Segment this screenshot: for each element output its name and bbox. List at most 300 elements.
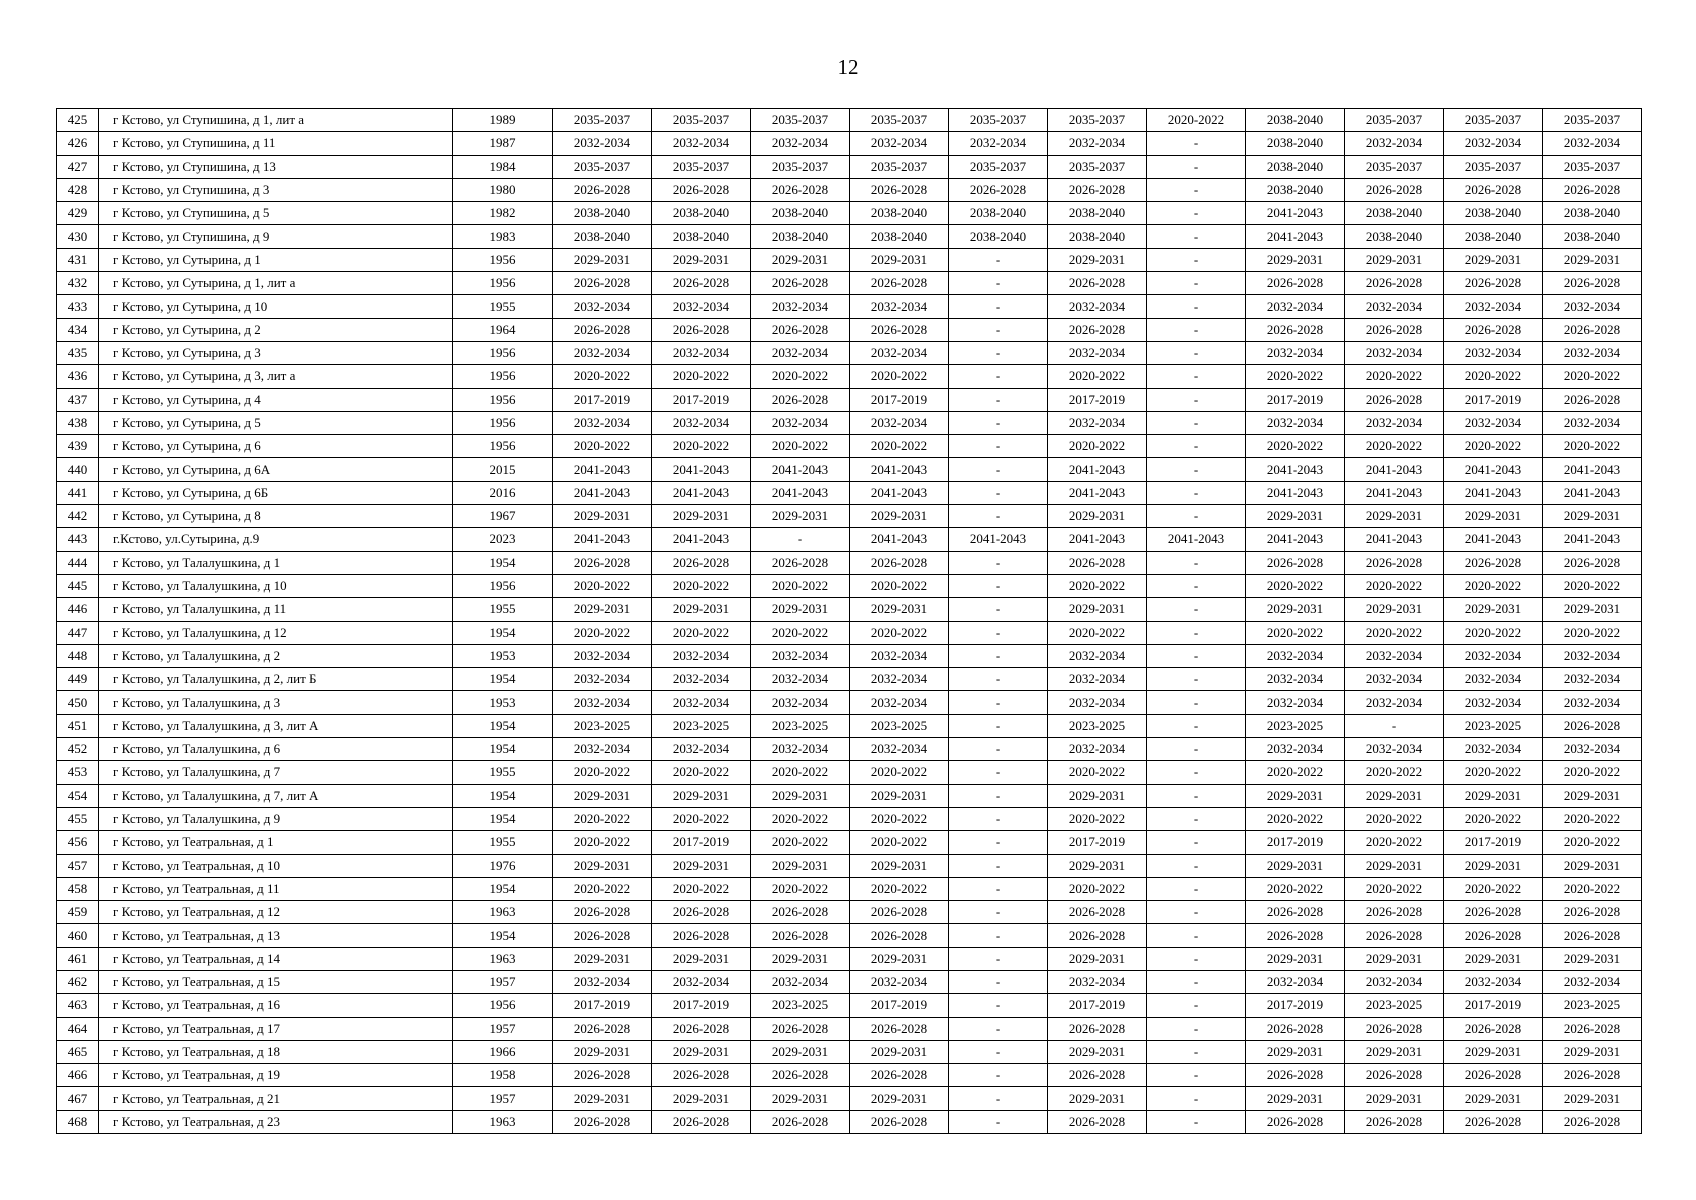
period-cell: 2029-2031 xyxy=(850,947,949,970)
period-cell: 2032-2034 xyxy=(1543,295,1642,318)
period-cell: 2017-2019 xyxy=(1444,388,1543,411)
period-cell: 2032-2034 xyxy=(751,738,850,761)
period-cell: 2026-2028 xyxy=(1345,1064,1444,1087)
year-cell: 1957 xyxy=(453,1017,553,1040)
period-cell: - xyxy=(1147,178,1246,201)
period-cell: 2029-2031 xyxy=(553,248,652,271)
period-cell: 2038-2040 xyxy=(1246,178,1345,201)
period-cell: 2020-2022 xyxy=(652,761,751,784)
period-cell: 2026-2028 xyxy=(751,924,850,947)
period-cell: 2023-2025 xyxy=(751,994,850,1017)
period-cell: 2032-2034 xyxy=(1246,295,1345,318)
period-cell: - xyxy=(949,505,1048,528)
period-cell: - xyxy=(1147,854,1246,877)
period-cell: - xyxy=(1147,714,1246,737)
period-cell: 2029-2031 xyxy=(1345,1087,1444,1110)
address-cell: г Кстово, ул Талалушкина, д 2 xyxy=(99,644,453,667)
period-cell: 2032-2034 xyxy=(1444,691,1543,714)
period-cell: - xyxy=(949,970,1048,993)
period-cell: 2020-2022 xyxy=(1444,761,1543,784)
period-cell: - xyxy=(1147,970,1246,993)
row-number-cell: 466 xyxy=(57,1064,99,1087)
table-row xyxy=(57,947,1642,970)
period-cell: 2026-2028 xyxy=(1345,1017,1444,1040)
period-cell: 2020-2022 xyxy=(1345,365,1444,388)
period-cell: - xyxy=(949,947,1048,970)
period-cell: 2041-2043 xyxy=(1246,458,1345,481)
period-cell: 2026-2028 xyxy=(1246,924,1345,947)
period-cell: 2026-2028 xyxy=(1246,1064,1345,1087)
period-cell: - xyxy=(1345,714,1444,737)
period-cell: 2020-2022 xyxy=(1345,831,1444,854)
period-cell: - xyxy=(1147,132,1246,155)
year-cell: 1967 xyxy=(453,505,553,528)
period-cell: 2029-2031 xyxy=(1246,1040,1345,1063)
period-cell: 2026-2028 xyxy=(850,551,949,574)
period-cell: - xyxy=(949,341,1048,364)
period-cell: - xyxy=(1147,295,1246,318)
year-cell: 1956 xyxy=(453,388,553,411)
period-cell: 2026-2028 xyxy=(850,924,949,947)
period-cell: 2029-2031 xyxy=(751,598,850,621)
period-cell: 2029-2031 xyxy=(751,1087,850,1110)
period-cell: 2017-2019 xyxy=(652,388,751,411)
period-cell: 2032-2034 xyxy=(850,970,949,993)
period-cell: 2038-2040 xyxy=(949,225,1048,248)
period-cell: 2020-2022 xyxy=(850,574,949,597)
period-cell: 2029-2031 xyxy=(652,854,751,877)
period-cell: 2026-2028 xyxy=(850,318,949,341)
period-cell: - xyxy=(949,714,1048,737)
year-cell: 1964 xyxy=(453,318,553,341)
period-cell: 2029-2031 xyxy=(850,598,949,621)
period-cell: 2026-2028 xyxy=(1543,388,1642,411)
row-number-cell: 448 xyxy=(57,644,99,667)
period-cell: 2026-2028 xyxy=(1246,551,1345,574)
period-cell: 2041-2043 xyxy=(850,481,949,504)
period-cell: 2017-2019 xyxy=(652,994,751,1017)
year-cell: 1983 xyxy=(453,225,553,248)
period-cell: 2038-2040 xyxy=(1543,225,1642,248)
row-number-cell: 445 xyxy=(57,574,99,597)
period-cell: 2026-2028 xyxy=(1048,318,1147,341)
period-cell: 2020-2022 xyxy=(553,621,652,644)
period-cell: - xyxy=(1147,598,1246,621)
period-cell: 2032-2034 xyxy=(652,738,751,761)
table-row xyxy=(57,388,1642,411)
period-cell: - xyxy=(1147,947,1246,970)
period-cell: - xyxy=(949,481,1048,504)
address-cell: г Кстово, ул Талалушкина, д 1 xyxy=(99,551,453,574)
period-cell: 2032-2034 xyxy=(850,644,949,667)
year-cell: 2023 xyxy=(453,528,553,551)
period-cell: 2029-2031 xyxy=(1246,784,1345,807)
period-cell: 2020-2022 xyxy=(1246,574,1345,597)
period-cell: 2041-2043 xyxy=(652,481,751,504)
table-row xyxy=(57,1040,1642,1063)
period-cell: 2032-2034 xyxy=(652,411,751,434)
row-number-cell: 463 xyxy=(57,994,99,1017)
period-cell: 2032-2034 xyxy=(553,668,652,691)
table-row xyxy=(57,994,1642,1017)
period-cell: 2017-2019 xyxy=(850,994,949,1017)
period-cell: 2032-2034 xyxy=(751,132,850,155)
period-cell: 2038-2040 xyxy=(850,225,949,248)
period-cell: 2026-2028 xyxy=(1444,551,1543,574)
period-cell: 2029-2031 xyxy=(850,854,949,877)
period-cell: 2035-2037 xyxy=(1543,109,1642,132)
period-cell: 2038-2040 xyxy=(1048,225,1147,248)
period-cell: 2026-2028 xyxy=(1543,1110,1642,1133)
year-cell: 1955 xyxy=(453,761,553,784)
period-cell: 2029-2031 xyxy=(1543,1040,1642,1063)
address-cell: г Кстово, ул Талалушкина, д 6 xyxy=(99,738,453,761)
period-cell: - xyxy=(949,738,1048,761)
period-cell: 2038-2040 xyxy=(652,202,751,225)
address-cell: г Кстово, ул Театральная, д 19 xyxy=(99,1064,453,1087)
table-row xyxy=(57,505,1642,528)
period-cell: 2035-2037 xyxy=(949,109,1048,132)
period-cell: 2026-2028 xyxy=(1246,272,1345,295)
period-cell: 2041-2043 xyxy=(553,458,652,481)
table-row xyxy=(57,621,1642,644)
period-cell: 2026-2028 xyxy=(1444,1110,1543,1133)
period-cell: - xyxy=(1147,272,1246,295)
period-cell: 2029-2031 xyxy=(1345,248,1444,271)
period-cell: 2035-2037 xyxy=(1048,109,1147,132)
period-cell: 2038-2040 xyxy=(751,202,850,225)
period-cell: 2032-2034 xyxy=(1444,668,1543,691)
period-cell: 2035-2037 xyxy=(850,155,949,178)
period-cell: 2026-2028 xyxy=(1048,1017,1147,1040)
period-cell: 2035-2037 xyxy=(850,109,949,132)
period-cell: 2026-2028 xyxy=(1444,1064,1543,1087)
period-cell: 2026-2028 xyxy=(1345,388,1444,411)
period-cell: 2026-2028 xyxy=(850,272,949,295)
period-cell: - xyxy=(949,574,1048,597)
period-cell: 2026-2028 xyxy=(751,1110,850,1133)
period-cell: 2026-2028 xyxy=(1246,1110,1345,1133)
period-cell: 2029-2031 xyxy=(1444,505,1543,528)
table-row xyxy=(57,481,1642,504)
row-number-cell: 449 xyxy=(57,668,99,691)
period-cell: 2032-2034 xyxy=(1543,644,1642,667)
year-cell: 1955 xyxy=(453,598,553,621)
address-cell: г Кстово, ул Театральная, д 23 xyxy=(99,1110,453,1133)
period-cell: 2020-2022 xyxy=(1048,365,1147,388)
period-cell: 2017-2019 xyxy=(1246,388,1345,411)
year-cell: 1956 xyxy=(453,411,553,434)
period-cell: 2032-2034 xyxy=(751,668,850,691)
period-cell: 2023-2025 xyxy=(1444,714,1543,737)
period-cell: - xyxy=(1147,458,1246,481)
period-cell: 2032-2034 xyxy=(1444,644,1543,667)
period-cell: 2017-2019 xyxy=(1444,831,1543,854)
period-cell: 2029-2031 xyxy=(1345,784,1444,807)
table-row xyxy=(57,924,1642,947)
table-row xyxy=(57,574,1642,597)
period-cell: 2020-2022 xyxy=(1048,807,1147,830)
period-cell: 2020-2022 xyxy=(751,831,850,854)
period-cell: - xyxy=(1147,668,1246,691)
table-row xyxy=(57,528,1642,551)
period-cell: 2017-2019 xyxy=(1246,831,1345,854)
row-number-cell: 447 xyxy=(57,621,99,644)
table-row xyxy=(57,132,1642,155)
year-cell: 1957 xyxy=(453,1087,553,1110)
period-cell: - xyxy=(1147,318,1246,341)
period-cell: 2026-2028 xyxy=(553,272,652,295)
table-row xyxy=(57,761,1642,784)
period-cell: 2029-2031 xyxy=(1345,947,1444,970)
period-cell: 2041-2043 xyxy=(652,458,751,481)
row-number-cell: 428 xyxy=(57,178,99,201)
period-cell: 2026-2028 xyxy=(1543,1017,1642,1040)
period-cell: 2026-2028 xyxy=(1444,1017,1543,1040)
period-cell: 2020-2022 xyxy=(553,831,652,854)
period-cell: 2020-2022 xyxy=(850,831,949,854)
address-cell: г Кстово, ул Сутырина, д 4 xyxy=(99,388,453,411)
table-row xyxy=(57,202,1642,225)
period-cell: 2020-2022 xyxy=(1543,435,1642,458)
period-cell: - xyxy=(949,1087,1048,1110)
period-cell: 2032-2034 xyxy=(1048,970,1147,993)
period-cell: 2026-2028 xyxy=(751,1017,850,1040)
period-cell: - xyxy=(949,365,1048,388)
period-cell: 2035-2037 xyxy=(751,155,850,178)
period-cell: - xyxy=(1147,202,1246,225)
table-row xyxy=(57,1110,1642,1133)
period-cell: 2041-2043 xyxy=(751,481,850,504)
period-cell: 2026-2028 xyxy=(1543,1064,1642,1087)
period-cell: 2032-2034 xyxy=(1246,738,1345,761)
period-cell: 2017-2019 xyxy=(1048,831,1147,854)
period-cell: 2041-2043 xyxy=(949,528,1048,551)
period-cell: 2032-2034 xyxy=(1345,411,1444,434)
row-number-cell: 442 xyxy=(57,505,99,528)
address-cell: г Кстово, ул Театральная, д 1 xyxy=(99,831,453,854)
table-row xyxy=(57,668,1642,691)
period-cell: 2041-2043 xyxy=(1048,458,1147,481)
period-cell: 2029-2031 xyxy=(1246,598,1345,621)
row-number-cell: 436 xyxy=(57,365,99,388)
period-cell: - xyxy=(949,598,1048,621)
period-cell: 2029-2031 xyxy=(1543,505,1642,528)
row-number-cell: 429 xyxy=(57,202,99,225)
period-cell: 2020-2022 xyxy=(1246,761,1345,784)
year-cell: 1956 xyxy=(453,248,553,271)
period-cell: - xyxy=(949,248,1048,271)
year-cell: 1956 xyxy=(453,272,553,295)
table-row xyxy=(57,784,1642,807)
period-cell: 2032-2034 xyxy=(1543,341,1642,364)
address-cell: г Кстово, ул Сутырина, д 6А xyxy=(99,458,453,481)
year-cell: 1956 xyxy=(453,365,553,388)
year-cell: 1982 xyxy=(453,202,553,225)
period-cell: 2023-2025 xyxy=(1048,714,1147,737)
year-cell: 1956 xyxy=(453,574,553,597)
period-cell: 2020-2022 xyxy=(1444,807,1543,830)
period-cell: 2020-2022 xyxy=(652,877,751,900)
period-cell: 2026-2028 xyxy=(1444,318,1543,341)
period-cell: 2032-2034 xyxy=(652,132,751,155)
period-cell: - xyxy=(1147,365,1246,388)
period-cell: - xyxy=(1147,481,1246,504)
period-cell: 2020-2022 xyxy=(1246,435,1345,458)
period-cell: - xyxy=(1147,901,1246,924)
period-cell: 2035-2037 xyxy=(751,109,850,132)
table-row xyxy=(57,411,1642,434)
table-row xyxy=(57,901,1642,924)
period-cell: 2029-2031 xyxy=(1048,854,1147,877)
address-cell: г Кстово, ул Ступишина, д 5 xyxy=(99,202,453,225)
period-cell: 2020-2022 xyxy=(652,807,751,830)
period-cell: 2029-2031 xyxy=(1444,598,1543,621)
period-cell: 2032-2034 xyxy=(850,691,949,714)
period-cell: 2029-2031 xyxy=(1444,1040,1543,1063)
year-cell: 1984 xyxy=(453,155,553,178)
period-cell: 2029-2031 xyxy=(1543,598,1642,621)
period-cell: 2020-2022 xyxy=(553,877,652,900)
period-cell: 2032-2034 xyxy=(1246,691,1345,714)
period-cell: 2029-2031 xyxy=(1444,784,1543,807)
period-cell: 2026-2028 xyxy=(1048,901,1147,924)
table-row xyxy=(57,598,1642,621)
period-cell: 2020-2022 xyxy=(1444,435,1543,458)
period-cell: 2029-2031 xyxy=(1345,598,1444,621)
period-cell: 2026-2028 xyxy=(1543,714,1642,737)
period-cell: 2032-2034 xyxy=(1246,411,1345,434)
period-cell: - xyxy=(1147,1087,1246,1110)
period-cell: 2020-2022 xyxy=(1543,574,1642,597)
period-cell: - xyxy=(1147,1040,1246,1063)
period-cell: - xyxy=(949,1017,1048,1040)
address-cell: г.Кстово, ул.Сутырина, д.9 xyxy=(99,528,453,551)
period-cell: 2026-2028 xyxy=(850,1017,949,1040)
period-cell: 2029-2031 xyxy=(1246,947,1345,970)
period-cell: 2026-2028 xyxy=(553,318,652,341)
period-cell: 2032-2034 xyxy=(1543,132,1642,155)
period-cell: 2020-2022 xyxy=(751,807,850,830)
period-cell: 2041-2043 xyxy=(1444,528,1543,551)
address-cell: г Кстово, ул Сутырина, д 1 xyxy=(99,248,453,271)
row-number-cell: 458 xyxy=(57,877,99,900)
period-cell: 2026-2028 xyxy=(553,1110,652,1133)
period-cell: 2017-2019 xyxy=(553,994,652,1017)
period-cell: 2038-2040 xyxy=(1444,225,1543,248)
period-cell: 2035-2037 xyxy=(1444,155,1543,178)
period-cell: - xyxy=(949,411,1048,434)
table-row xyxy=(57,341,1642,364)
period-cell: 2032-2034 xyxy=(751,691,850,714)
period-cell: 2029-2031 xyxy=(553,1040,652,1063)
period-cell: 2032-2034 xyxy=(1345,295,1444,318)
year-cell: 1966 xyxy=(453,1040,553,1063)
period-cell: 2032-2034 xyxy=(1048,738,1147,761)
address-cell: г Кстово, ул Сутырина, д 8 xyxy=(99,505,453,528)
period-cell: 2041-2043 xyxy=(1444,458,1543,481)
period-cell: 2029-2031 xyxy=(652,248,751,271)
period-cell: 2026-2028 xyxy=(553,901,652,924)
period-cell: 2020-2022 xyxy=(1444,574,1543,597)
period-cell: 2029-2031 xyxy=(751,1040,850,1063)
row-number-cell: 441 xyxy=(57,481,99,504)
period-cell: 2026-2028 xyxy=(553,551,652,574)
period-cell: 2023-2025 xyxy=(652,714,751,737)
period-cell: 2026-2028 xyxy=(751,901,850,924)
period-cell: 2038-2040 xyxy=(1444,202,1543,225)
period-cell: 2035-2037 xyxy=(652,109,751,132)
period-cell: 2020-2022 xyxy=(1246,365,1345,388)
address-cell: г Кстово, ул Сутырина, д 1, лит а xyxy=(99,272,453,295)
period-cell: - xyxy=(1147,877,1246,900)
period-cell: 2020-2022 xyxy=(1345,877,1444,900)
period-cell: 2038-2040 xyxy=(553,225,652,248)
row-number-cell: 425 xyxy=(57,109,99,132)
row-number-cell: 438 xyxy=(57,411,99,434)
period-cell: 2029-2031 xyxy=(1444,854,1543,877)
period-cell: 2038-2040 xyxy=(1246,109,1345,132)
row-number-cell: 459 xyxy=(57,901,99,924)
period-cell: 2029-2031 xyxy=(751,248,850,271)
period-cell: 2032-2034 xyxy=(1444,341,1543,364)
table-row xyxy=(57,458,1642,481)
row-number-cell: 439 xyxy=(57,435,99,458)
period-cell: 2032-2034 xyxy=(751,411,850,434)
period-cell: 2026-2028 xyxy=(1543,272,1642,295)
period-cell: 2038-2040 xyxy=(1246,132,1345,155)
period-cell: 2026-2028 xyxy=(1048,272,1147,295)
row-number-cell: 426 xyxy=(57,132,99,155)
period-cell: 2020-2022 xyxy=(850,807,949,830)
period-cell: 2020-2022 xyxy=(1543,831,1642,854)
table-row xyxy=(57,248,1642,271)
period-cell: 2026-2028 xyxy=(553,924,652,947)
period-cell: 2029-2031 xyxy=(850,1040,949,1063)
period-cell: - xyxy=(1147,1110,1246,1133)
period-cell: 2029-2031 xyxy=(1543,854,1642,877)
period-cell: 2032-2034 xyxy=(850,132,949,155)
period-cell: 2038-2040 xyxy=(1246,155,1345,178)
table-row xyxy=(57,691,1642,714)
period-cell: 2026-2028 xyxy=(850,1110,949,1133)
row-number-cell: 443 xyxy=(57,528,99,551)
period-cell: 2032-2034 xyxy=(1543,691,1642,714)
row-number-cell: 453 xyxy=(57,761,99,784)
period-cell: 2029-2031 xyxy=(553,784,652,807)
period-cell: 2032-2034 xyxy=(751,970,850,993)
row-number-cell: 433 xyxy=(57,295,99,318)
period-cell: 2020-2022 xyxy=(850,435,949,458)
period-cell: - xyxy=(1147,761,1246,784)
period-cell: - xyxy=(949,994,1048,1017)
period-cell: - xyxy=(949,924,1048,947)
period-cell: 2026-2028 xyxy=(1543,318,1642,341)
period-cell: 2029-2031 xyxy=(1444,248,1543,271)
period-cell: 2029-2031 xyxy=(1345,854,1444,877)
period-cell: 2041-2043 xyxy=(1543,481,1642,504)
period-cell: - xyxy=(949,877,1048,900)
row-number-cell: 454 xyxy=(57,784,99,807)
period-cell: 2029-2031 xyxy=(1345,505,1444,528)
period-cell: 2035-2037 xyxy=(1345,109,1444,132)
address-cell: г Кстово, ул Сутырина, д 6Б xyxy=(99,481,453,504)
period-cell: 2020-2022 xyxy=(553,807,652,830)
period-cell: 2029-2031 xyxy=(1246,854,1345,877)
period-cell: 2035-2037 xyxy=(949,155,1048,178)
period-cell: 2029-2031 xyxy=(1246,248,1345,271)
period-cell: 2029-2031 xyxy=(1444,1087,1543,1110)
